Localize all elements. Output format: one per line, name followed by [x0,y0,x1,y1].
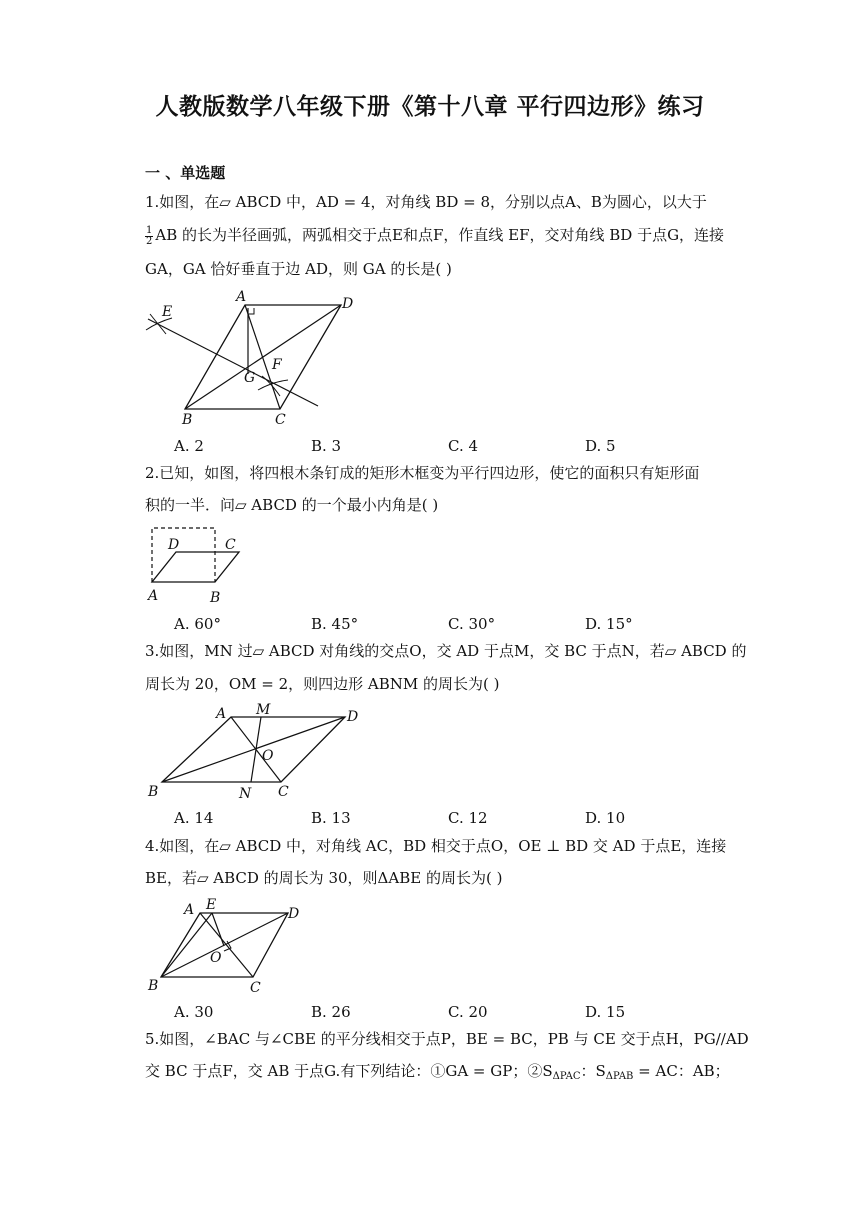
q2-label-c: C [225,537,236,553]
q1-option-a[interactable]: A. 2 [174,437,204,455]
q3-label-o: O [262,748,274,764]
q3-line-2: 周长为 20，OM = 2，则四边形 ABNM 的周长为( ) [145,675,500,693]
q2-label-d: D [168,537,180,553]
q4-option-c[interactable]: C. 20 [448,1003,488,1021]
q1-line-2: $\frac{1}{2}$ AB 的长为半径画弧，两弧相交于点E和点F，作直线 EF，交对角线 BD 于点G，连接 [146,224,725,247]
q2-option-d[interactable]: D. 15° [585,615,633,633]
q2-figure [140,522,250,608]
q4-option-b[interactable]: B. 26 [311,1003,351,1021]
q3-line-1: 3.如图，MN 过▱ ABCD 对角线的交点O，交 AD 于点M，交 BC 于点N，若▱ ABCD 的 [145,642,747,660]
q4-option-a[interactable]: A. 30 [174,1003,214,1021]
q4-option-d[interactable]: D. 15 [585,1003,626,1021]
q3-option-c[interactable]: C. 12 [448,809,488,827]
q3-option-b[interactable]: B. 13 [311,809,351,827]
q3-label-n: N [239,786,252,802]
q3-label-m: M [256,702,271,718]
q1-figure [140,284,354,430]
q4-line-2: BE，若▱ ABCD 的周长为 30，则ΔABE 的周长为( ) [145,869,503,887]
q1-option-b[interactable]: B. 3 [311,437,342,455]
q4-label-o: O [210,950,222,966]
q5-line-1: 5.如图，∠BAC 与∠CBE 的平分线相交于点P，BE = BC，PB 与 CE 交于点H，PG//AD [145,1030,749,1048]
q4-label-a: A [184,902,195,918]
q1-label-a: A [236,289,247,305]
q3-label-c: C [278,784,289,800]
q4-label-e: E [206,897,217,913]
q4-label-b: B [148,978,159,994]
section-heading: 一 、单选题 [145,164,226,182]
q1-label-c: C [275,412,286,428]
q3-option-d[interactable]: D. 10 [585,809,626,827]
q1-option-c[interactable]: C. 4 [448,437,479,455]
q3-option-a[interactable]: A. 14 [174,809,214,827]
q1-label-b: B [182,412,193,428]
q4-figure [140,896,310,1000]
q2-option-c[interactable]: C. 30° [448,615,496,633]
q4-label-d: D [288,906,300,922]
q3-figure [140,700,365,802]
page-title: 人教版数学八年级下册《第十八章 平行四边形》练习 [155,94,705,120]
q1-line-1: 1.如图，在▱ ABCD 中，AD = 4，对角线 BD = 8，分别以点A、B为圆心，以大于 [145,193,707,211]
q3-label-a: A [216,706,227,722]
q2-label-a: A [148,588,159,604]
q2-label-b: B [210,590,221,606]
q1-line-3: GA，GA 恰好垂直于边 AD，则 GA 的长是( ) [145,260,452,278]
q1-label-g: G [244,370,256,386]
q4-line-1: 4.如图，在▱ ABCD 中，对角线 AC，BD 相交于点O，OE ⊥ BD 交 AD 于点E，连接 [145,837,727,855]
q1-option-d[interactable]: D. 5 [585,437,616,455]
q1-label-f: F [272,357,282,373]
q1-label-e: E [162,304,173,320]
q2-option-b[interactable]: B. 45° [311,615,359,633]
q4-label-c: C [250,980,261,996]
q2-option-a[interactable]: A. 60° [174,615,221,633]
q1-fraction: $\frac{1}{2}$ [146,224,153,247]
q5-line-2: 交 BC 于点F，交 AB 于点G.有下列结论：①GA = GP；$②S_{\Delta PAC}$：$S_{\Delta PAB}$ = AC：AB； [145,1062,730,1082]
q2-line-1: 2.已知，如图，将四根木条钉成的矩形木框变为平行四边形，使它的面积只有矩形面 [145,464,700,482]
q1-label-d: D [342,296,354,312]
q3-label-b: B [148,784,159,800]
q3-label-d: D [347,709,359,725]
q2-line-2: 积的一半．问▱ ABCD 的一个最小内角是( ) [145,496,439,514]
